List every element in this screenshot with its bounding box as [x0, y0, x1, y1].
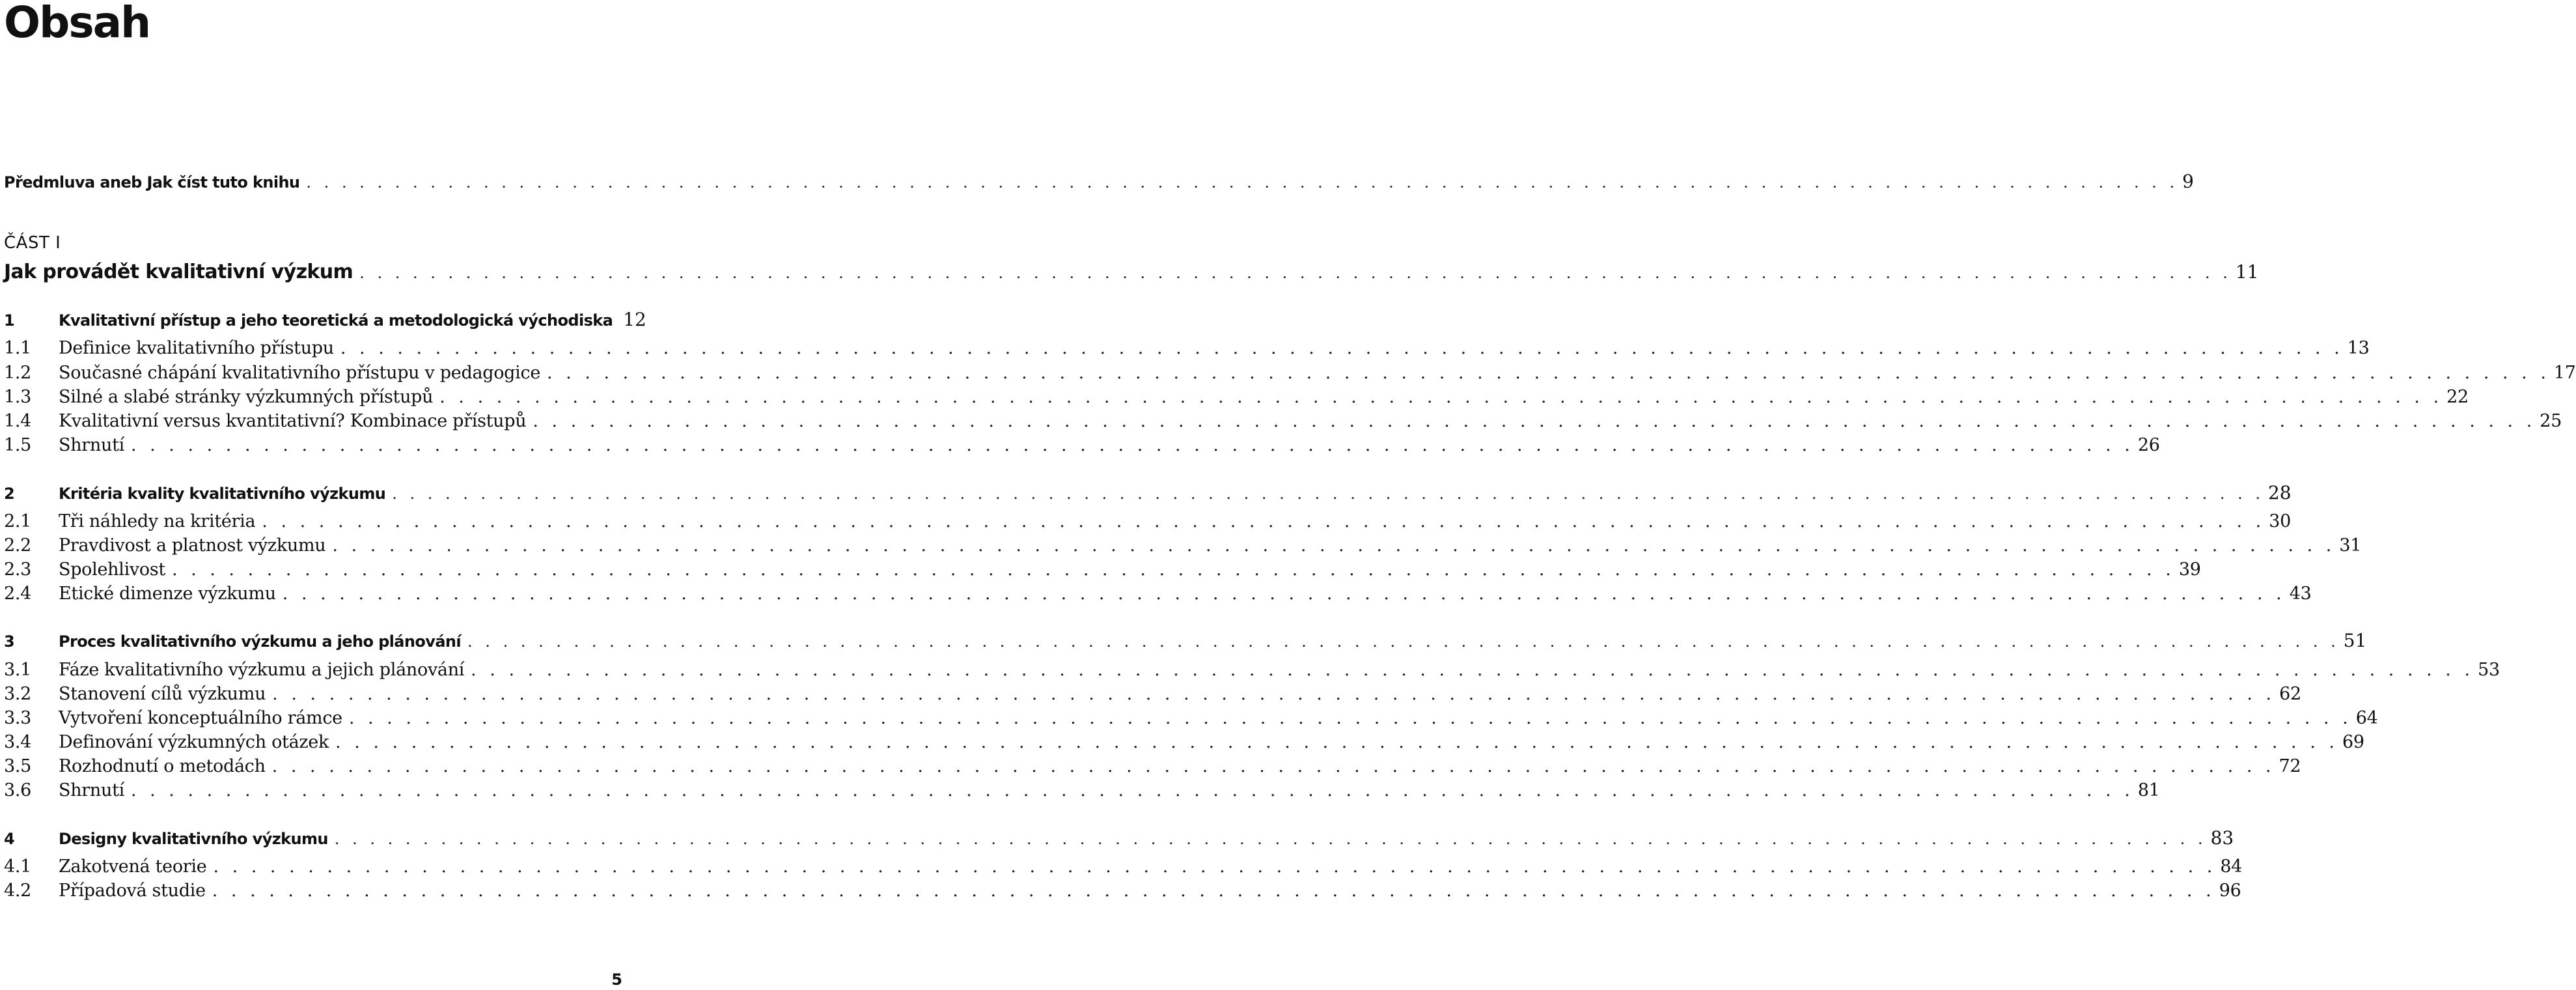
section-title: Vytvoření konceptuálního rámce — [59, 708, 342, 728]
dot-leader — [131, 435, 2134, 455]
section-title: Silné a slabé stránky výzkumných přístupů — [59, 387, 434, 407]
section-number: 1.3 — [4, 387, 32, 407]
entry-title: Předmluva aneb Jak číst tuto knihu — [4, 173, 300, 191]
section-number: 1.5 — [4, 435, 32, 455]
chapter-number: 1 — [4, 311, 15, 330]
part-label: ČÁST I — [4, 233, 61, 253]
dot-leader — [340, 338, 2344, 358]
section-title: Zakotvená teorie — [59, 856, 207, 877]
dot-leader — [335, 830, 2207, 848]
toc-section[interactable] — [4, 535, 2362, 556]
section-number: 4.2 — [4, 881, 32, 901]
dot-leader — [359, 264, 2232, 282]
dot-leader — [283, 584, 2286, 604]
chapter-title: Kvalitativní přístup a jeho teoretická a metodologická východiska — [59, 311, 613, 330]
section-title: Tři náhledy na kritéria — [59, 511, 256, 531]
dot-leader — [467, 632, 2340, 651]
dot-leader — [213, 856, 2216, 877]
toc-section[interactable] — [4, 708, 2378, 728]
section-title: Spolehlivost — [59, 559, 165, 580]
toc-section[interactable] — [4, 856, 2243, 877]
page-number: 84 — [2220, 856, 2243, 877]
page-number: 62 — [2279, 684, 2301, 704]
dot-leader — [172, 559, 2175, 580]
toc-chapter[interactable] — [4, 630, 2367, 651]
toc-section[interactable] — [4, 756, 2301, 776]
chapter-number: 3 — [4, 632, 15, 651]
page-number: 51 — [2343, 630, 2367, 651]
dot-leader — [306, 173, 2178, 191]
section-number: 2.3 — [4, 559, 32, 580]
page-number: 11 — [2235, 261, 2259, 283]
section-number: 3.2 — [4, 684, 32, 704]
chapter-title: Proces kvalitativního výzkumu a jeho plánování — [59, 632, 462, 651]
toc-section[interactable] — [4, 732, 2364, 752]
folio-page-number: 5 — [611, 970, 622, 989]
section-number: 1.1 — [4, 338, 32, 358]
page-number: 12 — [623, 309, 646, 330]
dot-leader — [272, 756, 2275, 776]
toc-section[interactable] — [4, 881, 2241, 901]
toc-entry-part[interactable] — [4, 261, 2259, 283]
toc-chapter[interactable] — [4, 827, 2234, 849]
page-number: 72 — [2278, 756, 2301, 776]
page-number: 39 — [2178, 559, 2201, 580]
dot-leader — [533, 411, 2536, 431]
chapter-title: Kritéria kvality kvalitativního výzkumu — [59, 485, 386, 503]
section-title: Rozhodnutí o metodách — [59, 756, 266, 776]
page-number: 64 — [2355, 708, 2378, 728]
page-number: 9 — [2182, 171, 2194, 192]
dot-leader — [547, 363, 2550, 383]
toc-chapter[interactable] — [4, 482, 2292, 503]
chapter-number: 4 — [4, 830, 15, 848]
section-number: 3.5 — [4, 756, 32, 776]
section-title: Případová studie — [59, 881, 206, 901]
section-title: Pravdivost a platnost výzkumu — [59, 535, 326, 556]
toc-section[interactable] — [4, 584, 2312, 604]
toc-section[interactable] — [4, 387, 2469, 407]
chapter-title: Designy kvalitativního výzkumu — [59, 830, 328, 848]
dot-leader — [392, 485, 2264, 503]
page-number: 28 — [2267, 482, 2292, 503]
section-title: Etické dimenze výzkumu — [59, 584, 276, 604]
section-title: Shrnutí — [59, 780, 124, 800]
toc-section[interactable] — [4, 780, 2160, 800]
page-number: 17 — [2553, 363, 2576, 383]
toc-chapter[interactable] — [4, 309, 646, 330]
page-number: 30 — [2269, 511, 2291, 531]
section-number: 2.2 — [4, 535, 32, 556]
toc-section[interactable] — [4, 559, 2201, 580]
dot-leader — [262, 511, 2265, 531]
page-number: 13 — [2347, 338, 2370, 358]
page-number: 81 — [2137, 780, 2160, 800]
section-number: 4.1 — [4, 856, 32, 877]
section-title: Fáze kvalitativního výzkumu a jejich plánování — [59, 660, 465, 680]
toc-section[interactable] — [4, 435, 2160, 455]
section-number: 1.2 — [4, 363, 32, 383]
section-number: 2.1 — [4, 511, 32, 531]
dot-leader — [349, 708, 2352, 728]
toc-section[interactable] — [4, 363, 2576, 383]
section-title: Kvalitativní versus kvantitativní? Kombinace přístupů — [59, 411, 527, 431]
page-number: 96 — [2219, 881, 2241, 901]
toc-section[interactable] — [4, 411, 2562, 431]
page-number: 83 — [2210, 827, 2234, 849]
dot-leader — [332, 535, 2335, 556]
dot-leader — [212, 881, 2215, 901]
page-number: 69 — [2342, 732, 2364, 752]
part-title: Jak provádět kvalitativní výzkum — [4, 261, 353, 283]
section-title: Současné chápání kvalitativního přístupu v pedagogice — [59, 363, 540, 383]
toc-section[interactable] — [4, 684, 2301, 704]
page-number: 25 — [2540, 411, 2562, 431]
section-title: Definice kvalitativního přístupu — [59, 338, 334, 358]
page-number: 31 — [2339, 535, 2362, 556]
section-number: 1.4 — [4, 411, 32, 431]
section-title: Stanovení cílů výzkumu — [59, 684, 266, 704]
section-number: 3.6 — [4, 780, 32, 800]
section-number: 3.1 — [4, 660, 32, 680]
toc-section[interactable] — [4, 660, 2500, 680]
page-title: Obsah — [4, 0, 150, 48]
toc-entry-preface[interactable] — [4, 171, 2194, 192]
dot-leader — [272, 684, 2275, 704]
toc-section[interactable] — [4, 338, 2370, 358]
toc-section[interactable] — [4, 511, 2291, 531]
section-number: 3.3 — [4, 708, 32, 728]
page-number: 53 — [2478, 660, 2500, 680]
dot-leader — [471, 660, 2474, 680]
section-number: 3.4 — [4, 732, 32, 752]
chapter-number: 2 — [4, 485, 15, 503]
page-number: 43 — [2289, 584, 2312, 604]
section-number: 2.4 — [4, 584, 32, 604]
section-title: Definování výzkumných otázek — [59, 732, 329, 752]
page-number: 26 — [2137, 435, 2160, 455]
page-number: 22 — [2446, 387, 2469, 407]
dot-leader — [335, 732, 2338, 752]
section-title: Shrnutí — [59, 435, 124, 455]
dot-leader — [439, 387, 2443, 407]
dot-leader — [131, 780, 2134, 800]
